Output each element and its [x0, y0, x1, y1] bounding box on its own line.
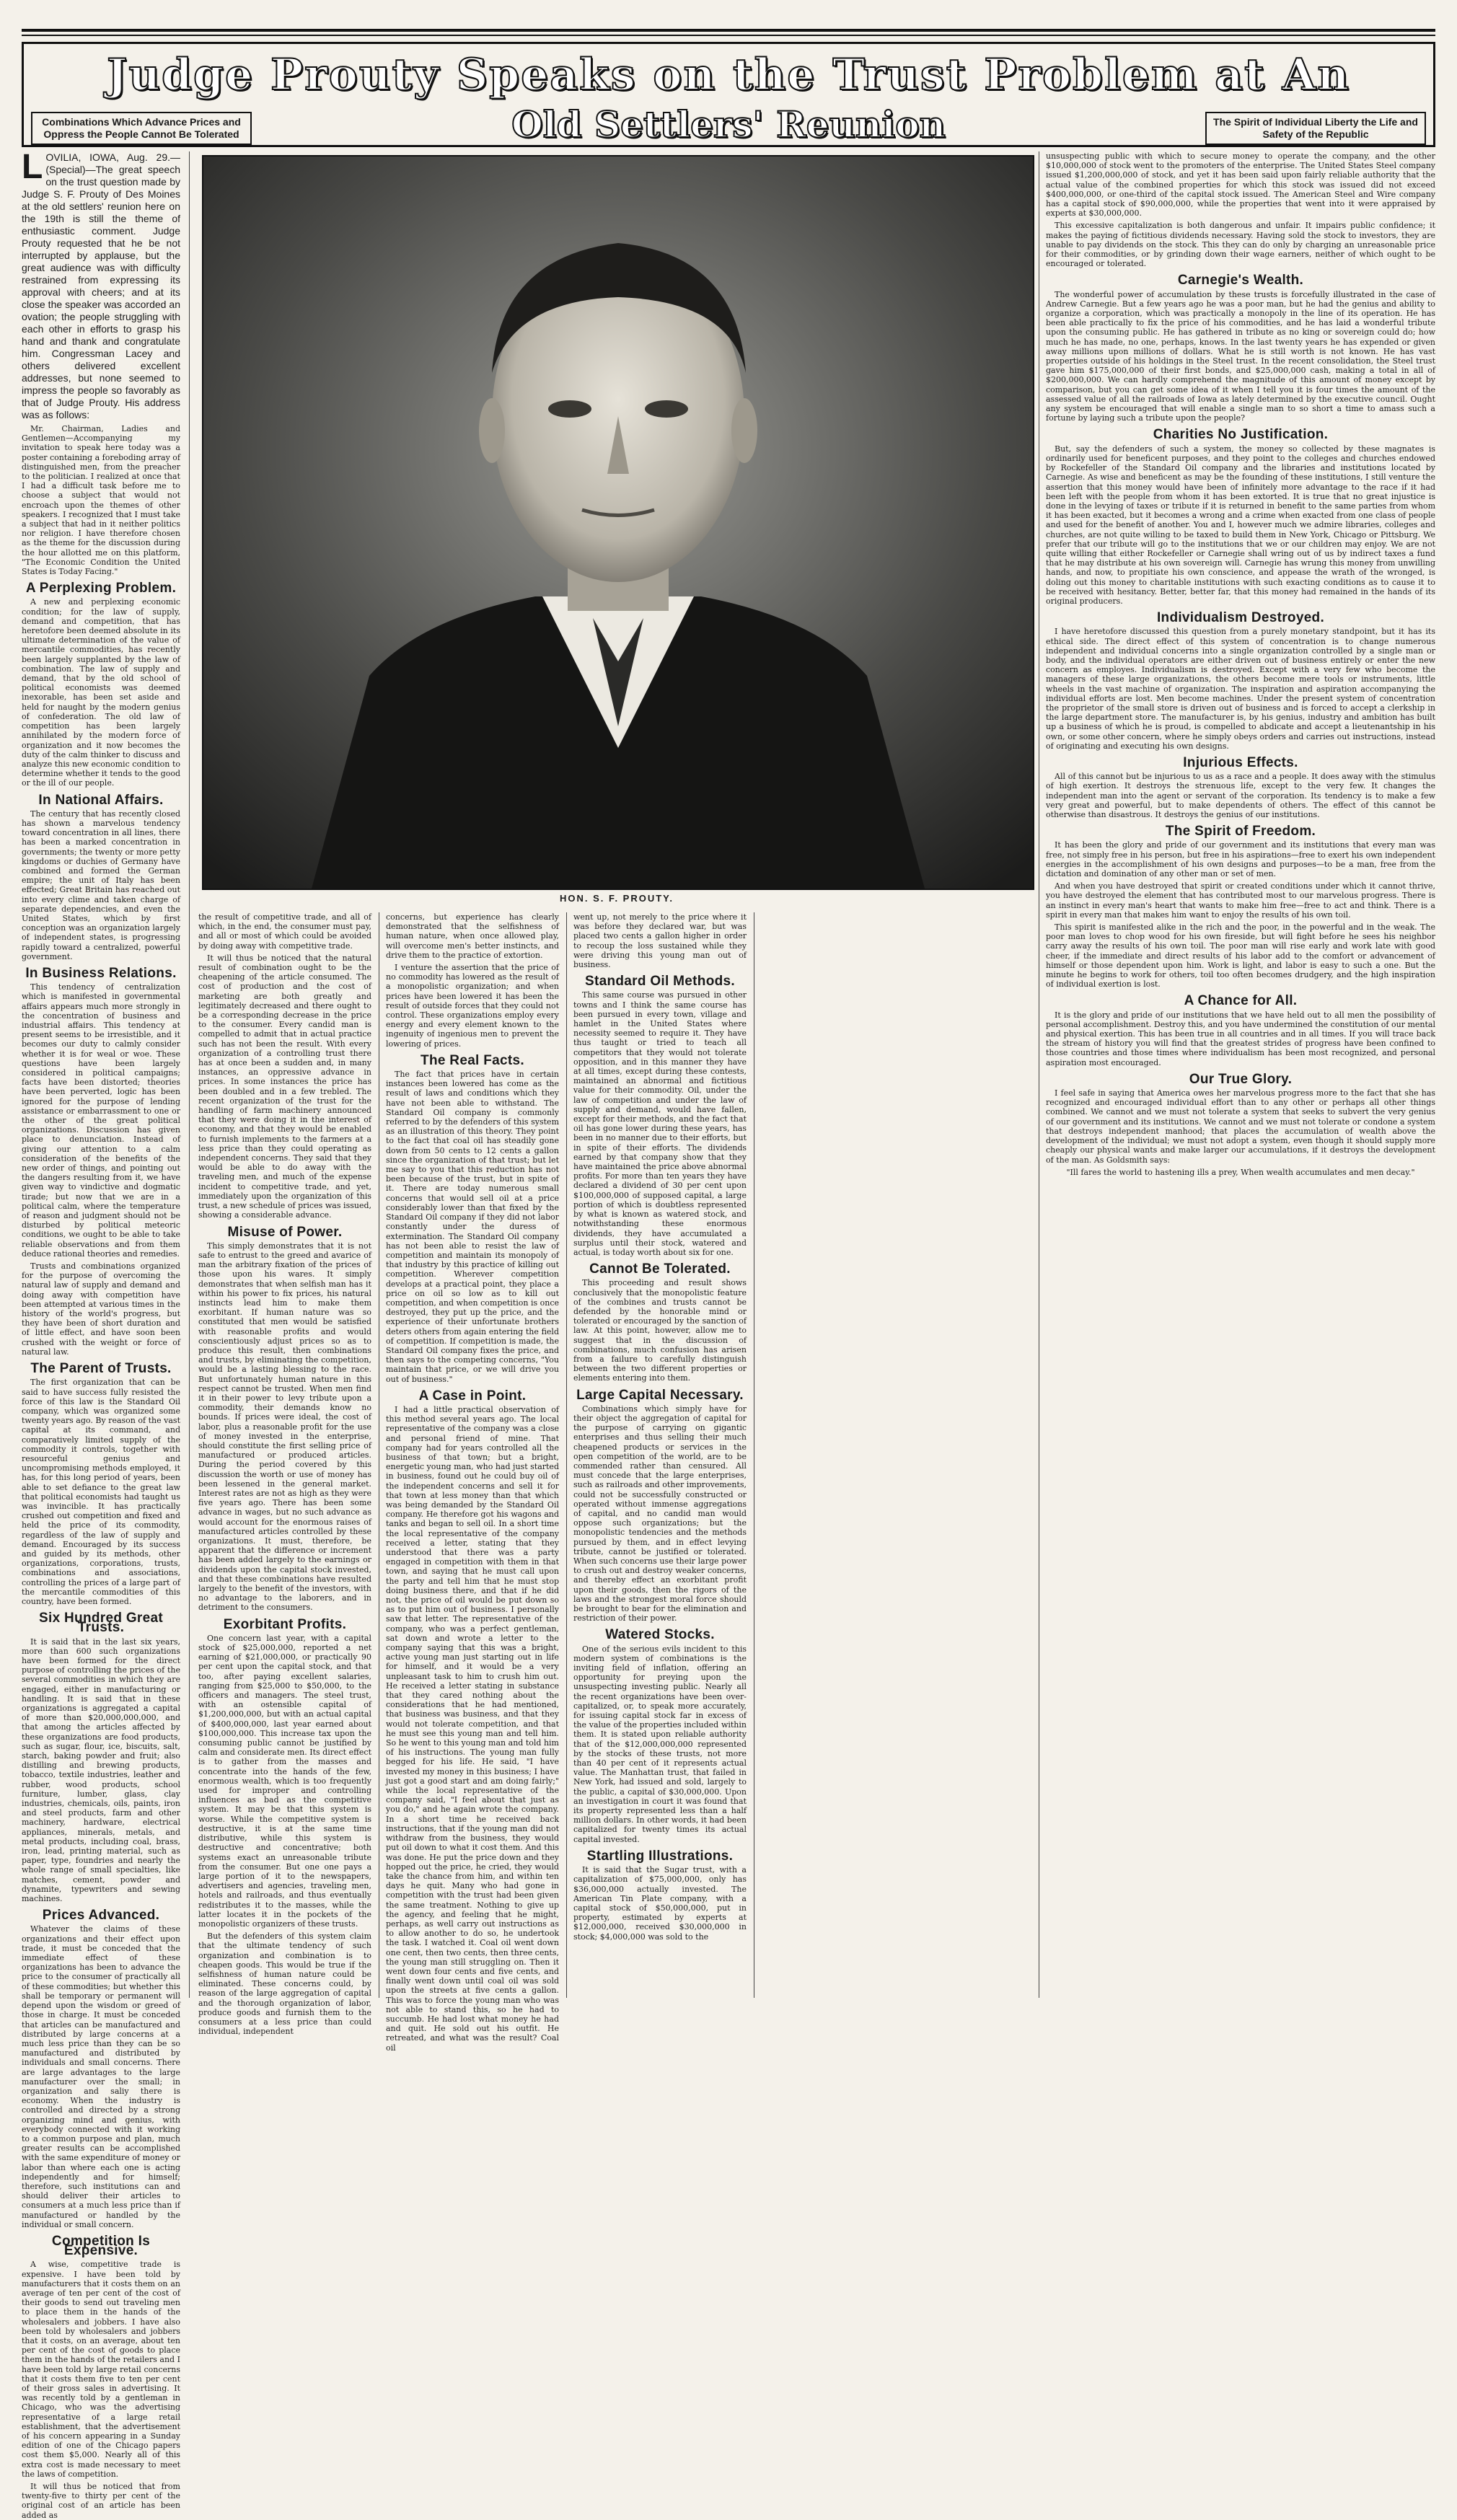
- article-column-4: [573, 912, 747, 1998]
- portrait-image: [203, 157, 1033, 889]
- subhead: Carnegie's Wealth.: [1177, 273, 1304, 288]
- newspaper-page: [22, 29, 1435, 2520]
- headline-line1: Judge Prouty Speaks on the Trust Problem at An: [107, 50, 1350, 100]
- paragraph: the result of competitive trade, and all of which, in the end, the consumer must pay, and all or most of which could be avoided by doing away with competitive trade.: [198, 912, 371, 951]
- paragraph: I had a little practical observation of this method several years ago. The local representative of the company was a close and personal friend of mine. That company had for years controlled all the business of that town; but a bright, energetic young man, who had just started in business, found out he could buy oil of the independent concerns and sell it for that town at less money than that which was being demanded by the Standard Oil company. He therefore got his wagons and tanks and began to sell oil. In a short time the local representative of the company received a letter, stating that they understood that there was a party engaged in competition with them in that town, and saying that he must call upon the party and tell him that he must stop doing business there, and that if he did not, the price of oil would be put down so as to put him out of business. I personally saw that letter. The representative of the company, who was a perfect gentleman, sat down and wrote a letter to the company saying that this was a bright, active young man just starting out in life for himself, and it would be a very unpleasant task to him to crush him out. He received a letter stating in substance that they cared nothing about the considerations that he had mentioned, that business was business, and that they would not tolerate competition, and that he must see this young man and tell him. So he went to this young man and told him of his instructions. The young man fully begged for his life. He said, "I have invested my money in this business; I have just got a good start and am doing fairly;" while the local representative of the company said, "I feel about that just as you do," and he again wrote the company. In a short time he received back instructions, that if the young man did not withdraw from the business, they would put oil down to what it cost them. And this was done. He put the price down and they hopped out the price, he cried, they would take the chance from him, and within ten days he quit. Many who had gone in competition with the trust had been given the same treatment. Nothing to give up the agency, and feeling that he might, perhaps, as well carry out instructions as to allow another to do so, he undertook the task. I watched it. Coal oil went down one cent, then two cents, then three cents, the young man still struggling on. Then it went down four cents and five cents, and finally went down until coal oil was sold upon the streets at five cents a gallon. This was to force the young man who was not able to stand this, so he had to succumb. He had lost what money he had and quit. He sold out his outfit. He retreated, and what was the result? Coal oil: [386, 1404, 559, 2053]
- paragraph: It will thus be noticed that from twenty-five to thirty per cent of the original cost of an article has been added as: [22, 2482, 180, 2520]
- top-rule-thin: [22, 35, 1435, 36]
- column-rule: [189, 151, 190, 1998]
- paragraph: The first organization that can be said to have success fully resisted the force of this law is the Standard Oil company, which was organized some twenty years ago. By reason of the vast capital at its command, and comparatively limited supply of the commodity it controls, together with resourceful genius and uncompromising methods employed, it has, for this long period of years, been able to set defiance to the great law that political economists had taught us was invincible. It has practically crushed out competition and fixed and held the price of its commodity, regardless of the law of supply and demand. Encouraged by its success and guided by its methods, other organizations, corporations, trusts, combinations and associations, controlling the prices of a large part of the mercantile commodities of this country, have been formed.: [22, 1378, 180, 1606]
- paragraph: It is the glory and pride of our institutions that we have held out to all men the possibility of personal accomplishment. Destroy this, and you have undermined the constitution of our mental and physical exertion. This has been true in all countries and in all times. If you will trace back the stream of history you will find that the greatest strides of progress have been confined to those countries and those times where individualism has been most recognized, and personal aspiration most encouraged.: [1046, 1010, 1435, 1067]
- subhead: Cannot Be Tolerated.: [589, 1261, 731, 1277]
- paragraph: It is said that in the last six years, more than 600 such organizations have been formed for the direct purpose of controlling the prices of the several commodities in which they are engaged, either in manufacturing or handling. It is said that in these organizations is aggregated a capital of more than $20,000,000,000, and that among the articles affected by these organizations are food products, such as sugar, flour, ice, biscuits, salt, starch, baking powder and fruit; also distilling and brewing products, tobacco, textile industries, leather and rubber, wood products, school furniture, lumber, glass, clay industries, chemicals, oils, paints, iron and steel products, farm and other machinery, hardware, electrical appliances, minerals, metals, and metal products, including coal, brass, iron, lead, printing material, such as paper, type, foundries and nearly the whole range of small specialties, like matches, cement, powder and dynamite, typewriters and sewing machines.: [22, 1636, 180, 1904]
- paragraph: It is said that the Sugar trust, with a capitalization of $75,000,000, only has $36,000,000 actually invested. The American Tin Plate company, with a capital stock of $50,000,000, put in property, estimated by experts at $12,000,000, received $30,000,000 in stock; $4,000,000 was sold to the: [573, 1865, 747, 1942]
- subhead: Standard Oil Methods.: [585, 974, 735, 990]
- subhead: Large Capital Necessary.: [576, 1387, 744, 1403]
- paragraph: The fact that prices have in certain instances been lowered has come as the result of laws and conditions which they have not been able to withstand. The Standard Oil company is commonly referred to by the defenders of this system as an illustration of this theory. They point to the fact that coal oil has steadily gone down from 50 cents to 12 cents a gallon since the organization of that trust; but let me say to you that this reduction has not been because of the trust, but in spite of it. There are today numerous small concerns that would sell oil at a price considerably lower than that fixed by the Standard Oil company if they did not labor constantly under the duress of extermination. The Standard Oil company has not been able to resist the law of competition and maintain its monopoly of that industry by this practice of killing out competition. Wherever competition develops at a practical point, they place a price on oil so low as to kill out competition, and when competition is once destroyed, they put up the price, and the experience of their unfortunate brothers deters others from again entering the field of competition. If competition is made, the Standard Oil company fixes the price, and then says to the competing concerns, "You maintain that price, or we will drive you out of business.": [386, 1070, 559, 1384]
- paragraph: But the defenders of this system claim that the ultimate tendency of such organization and combination is to cheapen goods. This would be true if the selfishness of human nature could be eliminated. These concerns could, by reason of the large aggregation of capital and the thorough organization of labor, produce goods and furnish them to the consumers at a less price than could individual, independent: [198, 1931, 371, 2037]
- column-rule: [566, 912, 567, 1998]
- subhead: A Perplexing Problem.: [25, 581, 177, 596]
- subhead: Individualism Destroyed.: [1156, 610, 1325, 626]
- subhead: Exorbitant Profits.: [223, 1616, 347, 1632]
- paragraph: A new and perplexing economic condition; for the law of supply, demand and competition, that has heretofore been deemed absolute in its ultimate determination of the value of mercantile commodities, has recently been largely supplanted by the law of combination. The law of supply and demand, that by the old school of political economists was deemed inexorable, has been set aside and held for naught by the modern genius of confederation. The old law of competition has been largely annihilated by the modern force of organization and it now becomes the duty of the calm thinker to discuss and analyze this new economic condition to determine whether it tends to the good or the ill of our people.: [22, 597, 180, 788]
- paragraph: concerns, but experience has clearly demonstrated that the selfishness of human nature, when once allowed play, will overcome men's better instincts, and drive them to the practice of extortion.: [386, 912, 559, 960]
- dateline: LOVILIA, IOWA, Aug. 29.—(Special)—The great speech on the trust question made by Judge S. F. Prouty of Des Moines at the old settlers' reunion here on the 19th is still the theme of enthusiastic comment. Judge Prouty requested that he be not interrupted by applause, but the great audience was with difficulty restrained from expressing its approval with cheers; and at its close the speaker was accorded an ovation; the people struggling with each other in efforts to grasp his hand and thank and congratulate him. Congressman Lacey and others delivered excellent addresses, but none seemed to impress the people so favorably as that of Judge Prouty. His address was as follows:: [22, 148, 180, 420]
- paragraph: This spirit is manifested alike in the rich and the poor, in the powerful and in the weak. The poor man loves to chop wood for his own fireside, but will fight before he sees his neighbor carry away the results of his own toil. The poor man will rise early and work late with good cheer, if the immediate and direct results of his labor add to the comfort or advancement of himself or those dependent upon him. Work is light, and labor is easy to such a one. But the minute he begins to work for others, toil too often becomes drudgery, and the high inspiration of individual exertion is lost.: [1046, 922, 1435, 990]
- article-column-2: [198, 912, 371, 2037]
- subhead: Watered Stocks.: [605, 1627, 715, 1643]
- subhead: Startling Illustrations.: [586, 1848, 734, 1864]
- subhead: A Chance for All.: [1184, 993, 1298, 1009]
- subhead: A Case in Point.: [418, 1388, 527, 1404]
- subhead: Competition Is Expensive.: [51, 2233, 151, 2259]
- subhead: The Spirit of Freedom.: [1165, 824, 1316, 840]
- paragraph: A wise, competitive trade is expensive. I have been told by manufacturers that it costs them on an average of ten per cent of the cost of their goods to send out traveling men to place them in the hands of the wholesalers and jobbers. I have also been told by wholesalers and jobbers that it costs, on an average, about ten per cent of the cost of goods to place them in the hands of the retailers and I have been told by large retail concerns that it costs them five to ten per cent of their gross sales in advertising. It was recently told by a gentleman in Chicago, who was the advertising representative of a large retail establishment, that the advertisement of his concern appearing in a Sunday edition of one of the Chicago papers cost them $5,000. Nearly all of this extra cost is made necessary to meet the laws of competition.: [22, 2260, 180, 2479]
- paragraph: Combinations which simply have for their object the aggregation of capital for the purpose of carrying on gigantic enterprises and thus selling their much cheapened products or services in the open competition of the world, are to be commended rather than censured. All must concede that the large enterprises, such as railroads and other improvements, could not be successfully constructed or operated without immense aggregations of capital, and no candid man would oppose such organizations; but the monopolistic tendencies and the methods pursued by them, and in effect levying tribute, cannot be justified or tolerated. When such concerns use their large power to crush out and destroy weaker concerns, and thereby effect an exorbitant profit upon their goods, then the rigors of the laws and the strongest moral force should be brought to bear for the elimination and restriction of their power.: [573, 1404, 747, 1624]
- paragraph: I feel safe in saying that America owes her marvelous progress more to the fact that she has recognized and encouraged individual effort than to any other or perhaps all other things combined. We cannot and we must not tolerate a system that seeks to subvert the very genius of our government and its institutions. We cannot and we must not tolerate or condone a system that destroys independent manhood; that places the accumulation of wealth above the development of the individual; we must not adopt a system, even though it should supply more cheaply our physical wants and make larger our accumulations, if it destroys the development of the man. As Goldsmith says:: [1046, 1088, 1435, 1165]
- paragraph: This excessive capitalization is both dangerous and unfair. It impairs public confidence; it makes the paying of fictitious dividends necessary. Having sold the stock to investors, they are unable to pay dividends on the stock. This they can do only by charging an unreasonable price for their commodities, or by grinding down their wage earners, neither of which ought to be encouraged or tolerated.: [1046, 221, 1435, 269]
- subhead: Charities No Justification.: [1153, 427, 1329, 443]
- photo-caption: HON. S. F. PROUTY.: [559, 893, 674, 904]
- subhead: In Business Relations.: [25, 965, 177, 981]
- portrait-photo: [202, 155, 1034, 890]
- paragraph: One of the serious evils incident to this modern system of combinations is the inviting field of inflation, offering an opportunity for preying upon the unsuspecting investing public. Nearly all the recent organizations have been over-capitalized, or, to speak more accurately, for issuing capital stock far in excess of the value of the properties included within them. It is stated upon reliable authority that of the $12,000,000,000 represented by the stocks of these trusts, not more than 40 per cent of it represents actual value. The Manhattan trust, that failed in New York, had issued and sold, largely to the public, a capital of $30,000,000. Upon an investigation in court it was found that its property represented less than a half million dollars. In other words, it had been capitalized for twenty times its actual capital invested.: [573, 1644, 747, 1844]
- paragraph: This proceeding and result shows conclusively that the monopolistic feature of the combines and trusts cannot be defended by the honorable mind or tolerated or encouraged by the sanction of law. At this point, however, allow me to suggest that in the discussion of combinations, much confusion has arisen from a failure to carefully distinguish between the two different properties or elements entering into them.: [573, 1278, 747, 1383]
- subhead: Our True Glory.: [1189, 1071, 1293, 1087]
- headline-line2: Old Settlers' Reunion: [511, 103, 946, 146]
- subhead: In National Affairs.: [38, 792, 164, 808]
- paragraph: I have heretofore discussed this question from a purely monetary standpoint, but it has its ethical side. The direct effect of this system of concentration is to change numerous independent and individual concerns into a single organization controlled by a single man or body, and the individual operators are either driven out of business entirely or enter the new concern as employes. Individualism is destroyed. Except with a very few who become the managers of these large organizations, the others become mere tools or instruments, little wheels in the vast machine of organization. The inspiration and aspiration accompanying the individual efforts are lost. Men become machines. Under the present system of concentration the proprietor of the small store is driven out of business and is forced to accept a clerkship in the large department store. The manufacturer is, by his genius, industry and ambition has built up a business of which he is proud, is compelled to abdicate and accept a lieutenantship in his own, or some other concern, where he simply obeys orders and carries out instructions, instead of originating and executing his own designs.: [1046, 627, 1435, 751]
- dropcap: L: [22, 148, 43, 186]
- subhead: Prices Advanced.: [42, 1908, 160, 1924]
- paragraph: This simply demonstrates that it is not safe to entrust to the greed and avarice of man the arbitrary fixation of the prices of those upon his wares. It simply demonstrates that when selfish man has it within his power to fix prices, his natural instincts lead him to make them exorbitant. If human nature was so constituted that men would be satisfied with reasonable profits and would conscientiously adjust prices so as to produce this result, then combinations and trusts, by eliminating the competition, would be a lasting blessing to the race. But unfortunately human nature in this respect cannot be trusted. When men find it in their power to levy tribute upon a commodity, their demands know no bounds. If prices were ideal, the cost of labor, plus a reasonable profit for the use of money invested in the enterprise, should constitute the first selling price of manufactured or produced articles. During the period covered by this discussion the worth or use of money has been lessened in the general market. Interest rates are not as high as they were five years ago. There has been some advance in wages, but no such advance as would account for the enormous raises of manufactured articles controlled by these organizations. It must, therefore, be apparent that the difference or increment has been added largely to the earnings or dividends upon the capital stock invested, and that these combinations have resulted largely to the benefit of the investors, with no advantage to the laborers, and in detriment to the consumers.: [198, 1241, 371, 1613]
- article-column-3: [386, 912, 559, 2053]
- subhead: Injurious Effects.: [1183, 754, 1298, 770]
- deck-left: Combinations Which Advance Prices and Oppress the People Cannot Be Tolerated: [31, 112, 252, 145]
- paragraph: It has been the glory and pride of our government and its institutions that every man was free, not simply free in his person, but free in his aspirations—free to exert his own independent energies in the accomplishment of his own designs and purposes—to be a man, free from the dictation and domination of any other man or set of men.: [1046, 840, 1435, 879]
- paragraph: unsuspecting public with which to secure money to operate the company, and the other $10,000,000 of stock went to the promoters of the enterprise. The United States Steel company issued $1,200,000,000 of stock, and yet it has been said upon fairly reliable authority that the actual value of the combined properties for which this stock was issued did not exceed $400,000,000, or one-third of the capital stock issued. The American Steel and Wire company has a capital stock of $90,000,000, while the properties that went into it were appraised by experts at $30,000,000.: [1046, 151, 1435, 219]
- deck-right: The Spirit of Individual Liberty the Life and Safety of the Republic: [1205, 112, 1426, 145]
- paragraph: This same course was pursued in other towns and I think the same course has been pursued in every town, village and hamlet in the United States where necessity seemed to require it. They have thus taught or tried to teach all competitors that they would not tolerate opposition, and in this manner they have at all times, except during these contests, maintained an abnormal and fictitious value for their commodity. Oil, under the law of competition and under the law of supply and demand, would have fallen, except for their methods, and the fact that oil has gone lower during these years, has been in no manner due to their efforts, but in spite of their efforts. The dividends earned by that company show that they have maintained the price above abnormal profits. For more than ten years they have declared a dividend of 30 per cent upon $100,000,000 of supposed capital, a large portion of which is doubtless represented by what is known as watered stock, and notwithstanding these enormous dividends, they have accumulated a surplus until their stock, watered and actual, is today worth about six for one.: [573, 990, 747, 1257]
- paragraph: And when you have destroyed that spirit or created conditions under which it cannot thrive, you have destroyed the element that has contributed most to our marvelous progress. There is an instinct in every man's heart that wants to make him free—free to act and think. There is a spirit in every man that makes him want to enjoy the results of his own toil.: [1046, 881, 1435, 920]
- paragraph: went up, not merely to the price where it was before they declared war, but was placed two cents a gallon higher in order to recoup the loss sustained while they were driving this young man out of business.: [573, 912, 747, 970]
- paragraph: It will thus be noticed that the natural result of combination ought to be the cheapening of the article consumed. The cost of production and the cost of marketing are both greatly and legitimately decreased and there ought to be a corresponding decrease in the price to the consumer. Every candid man is compelled to admit that in actual practice such has not been the result. With every organization of a controlling trust there has at once been a sudden and, in many instances, an oppressive advance in prices. In some instances the price has been doubled and in a few trebled. The recent organization of the trust for the handling of farm machinery announced that they were doing it in the interest of economy, and that they would be enabled to furnish implements to the farmers at a less price than they could operating as independent concerns. They said that they would be able to do away with the traveling men, and much of the expense incident to competitive trade, and yet, immediately upon the organization of this trust, a new schedule of prices was issued, showing a considerable advance.: [198, 953, 371, 1220]
- paragraph: All of this cannot but be injurious to us as a race and a people. It does away with the stimulus of high exertion. It destroys the strenuous life, except to the very few. It changes the independent man into the agent or servant of the corporation. Its tendency is to make a few very great and powerful, but to make dependents of others. The effect of this cannot be otherwise than disastrous. It destroys the genius of our institutions.: [1046, 772, 1435, 819]
- paragraph: Mr. Chairman, Ladies and Gentlemen—Accompanying my invitation to speak here today was a poster containing a foreboding array of distinguished men, from the preacher to the politician. I realized at once that I had a difficult task before me to choose a subject that would not encroach upon the themes of other speakers. I recognized that I must take a subject that had in it neither politics nor religion. I have therefore chosen as the theme for the discussion during the hour allotted me on this platform, "The Economic Condition the United States is Today Facing.": [22, 424, 180, 577]
- article-column-5: [1046, 151, 1435, 1998]
- top-rule: [22, 29, 1435, 32]
- quotation: "Ill fares the world to hastening ills a prey, When wealth accumulates and men decay.": [1066, 1167, 1415, 1177]
- subhead: Six Hundred Great Trusts.: [39, 1611, 163, 1636]
- paragraph: But, say the defenders of such a system, the money so collected by these magnates is ordinarily used for beneficent purposes, and they point to the colleges and churches endowed by Rockefeller of the Standard Oil company and the libraries and institutions located by Carnegie. As wise and beneficent as may be the founding of these institutions, I still venture the assertion that this money would have been of infinitely more advantage to the race if it had been left with the people from whom it has been extorted. It is true that no great injustice is done in the levying of taxes or tribute if it is returned in benefit to the same parties from whom it has been exacted, but it becomes a wrong and a crime when exacted from one class of people and used for the benefit of another. You and I, however much we admire libraries, colleges and churches, are not quite willing to be taxed to build them in New York, Chicago or Pittsburg. We prefer that our tribute will go to the institutions that we or our children may enjoy. We are not quite willing that either Rockefeller or Carnegie shall wring out of us by indirect taxes a fund that he may distribute at his own sovereign will. Carnegie has wrung this money from unwilling hands, and now, to propitiate his own conscience, and appease the wrath of the wronged, is doling out this money to charitable institutions with such exacting conditions as to cause it to be received with hesitancy. Better, better far, that this money had remained in the hands of its original producers.: [1046, 444, 1435, 606]
- paragraph: Trusts and combinations organized for the purpose of overcoming the natural law of supply and demand and doing away with competition have been attempted at various times in the history of the world's progress, but they have been of short duration and of little effect, and have soon been crushed with the weight or force of natural law.: [22, 1261, 180, 1357]
- paragraph: One concern last year, with a capital stock of $25,000,000, reported a net earning of $21,000,000, or practically 90 per cent upon the capital stock, and that too, after paying excellent salaries, ranging from $25,000 to $50,000, to the officers and managers. The steel trust, with an ostensible capital of $1,200,000,000, but with an actual capital of $400,000,000, last year earned about $100,000,000. This increase tax upon the consuming public cannot be justified by calm and considerate men. Its direct effect is to gather from the masses and concentrate into the hands of the few, enormous wealth, which is too frequently used for improper and controlling influences as bad as the competitive system. It may be that this system is worse. While the competitive system is destructive, it is at the same time distributive, while this system is destructive and concentrative; both systems exact an unreasonable tribute from the consumer. But one one pays a large portion of it to the newspapers, advertisers and agencies, traveling men, hotels and railroads, and thus eventually redistributes it to the masses, while the latter locates it in the pockets of the monopolistic organizers of these trusts.: [198, 1633, 371, 1929]
- subhead: The Real Facts.: [421, 1052, 524, 1068]
- paragraph: The wonderful power of accumulation by these trusts is forcefully illustrated in the case of Andrew Carnegie. But a few years ago he was a poor man, but he had the genius and ability to organize a corporation, which was practically a monopoly in the line of its operation. He has been able practically to fix the price of his commodities, and he has laid a wonderful tribute upon the consuming public. He has gathered in tribute as no king or sovereign could do; how much he has made, no one, perhaps, knows. In the last twenty years he has expended or given away millions upon millions of dollars. What he is still worth is not known. He has vast properties outside of his holdings in the Steel trust. In the recent consolidation, the Steel trust gave him $175,000,000 of their first bonds, and $25,000,000 cash, making a total in all of $200,000,000. We can hardly comprehend the magnitude of this amount of money except by comparison, but you can get some idea of it when I tell you it is four times the amount of the assessed value of all the railroads of Iowa as lately determined by the executive council. Ought any system be encouraged that will enable a single man to so short a time to amass such a fortune by laying such a tribute upon the people?: [1046, 289, 1435, 423]
- paragraph: Whatever the claims of these organizations and their effect upon trade, it must be conceded that the immediate effect of these organizations has been to advance the price to the consumer of practically all of these commodities; but whether this shall be temporary or permanent will depend upon the wisdom or greed of those in charge. It must be conceded that articles can be manufactured and distributed by large concerns at a much less price than they can be so manufactured and distributed by individuals and small concerns. There are large advantages to the large manufacturer over the small; in organization and saliy there is economy. When the industry is controlled and directed by a strong organizing mind and genius, with everybody connected with it working to a common purpose and plan, much greater results can be accomplished with the same expenditure of money or labor than where each one is acting independently and for himself; therefore, such institutions can and should deliver their articles to consumers at a much less price than if manufactured or handled by the individual or small concern.: [22, 1924, 180, 2229]
- paragraph: The century that has recently closed has shown a marvelous tendency toward concentration in all lines, there has been a marked concentration in governments; the twenty or more petty kingdoms or duchies of Germany have combined and formed the German empire; the unit of Italy has been effected; Great Britain has reached out into every clime and taken charge of separate dependencies, and even the United States, which by first conception was an organization largely of independent states, is progressing rapidly toward a centralized, powerful government.: [22, 809, 180, 961]
- subhead: The Parent of Trusts.: [30, 1361, 172, 1377]
- paragraph: This tendency of centralization which is manifested in governmental affairs appears much more strongly in the concentration of business and industrial affairs. This tendency at present seems to be irresistible, and it becomes our duty to calmly consider whether it is for weal or woe. These questions have been largely considered in political campaigns; facts have been distorted; theories have been perverted, logic has been ignored for the purpose of lending assistance or embarrassment to one or the other of the great political organizations. Discussion has given place to denunciation. Instead of giving our attention to a calm consideration of the benefits of the new order of things, and pointing out the dangers resulting from it, we have given way to vindictive and dogmatic tirade; but now that we are in a political calm, where the temperature of reason and judgment should not be disturbed by political meteoric conditions, we ought to be able to take reliable observations and from them deduce rational theories and remedies.: [22, 982, 180, 1259]
- paragraph: I venture the assertion that the price of no commodity has lowered as the result of a monopolistic organization; and when prices have been lowered it has been the result of outside forces that they could not control. These organizations employ every energy and every element known to the ingenuity of ingenious men to prevent the lowering of prices.: [386, 963, 559, 1049]
- article-column-1: [22, 148, 180, 2520]
- subhead: Misuse of Power.: [227, 1224, 343, 1240]
- headline-box: [22, 42, 1435, 147]
